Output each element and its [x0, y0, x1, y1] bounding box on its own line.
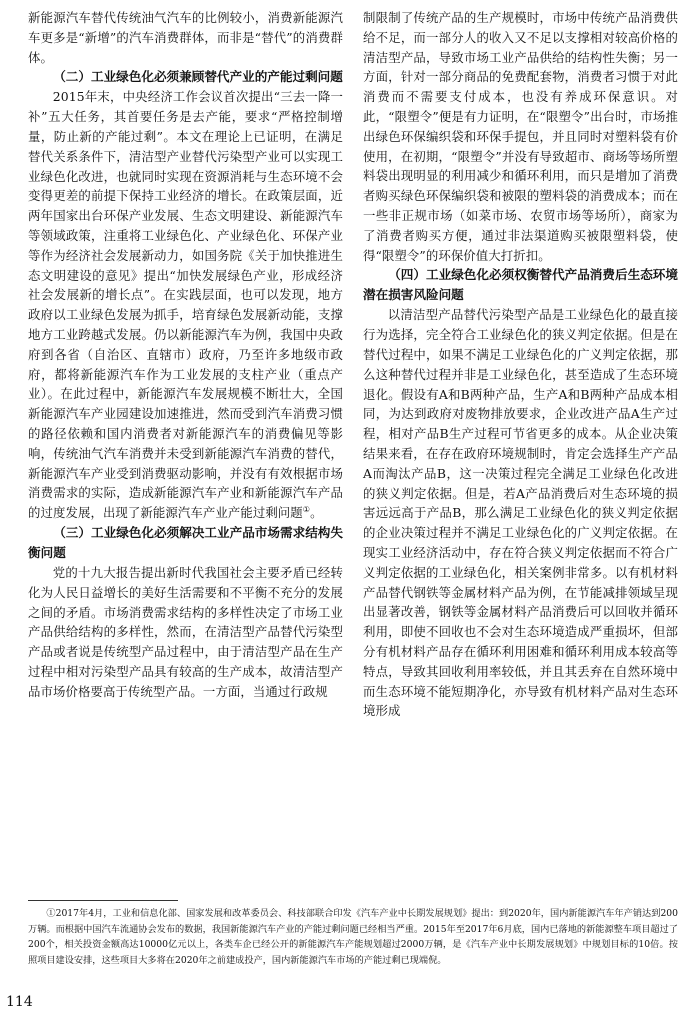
paragraph-intro: 新能源汽车替代传统油气汽车的比例较小，消费新能源汽车更多是“新增”的汽车消费群体，而非是“替代”的消费群体。	[28, 10, 343, 65]
section-heading-3: （三）工业绿色化必须解决工业产品市场需求结构失衡问题	[28, 524, 343, 560]
footnote-reference[interactable]: ①	[302, 505, 311, 514]
page-number: 114	[6, 994, 33, 1010]
paragraph-capacity-text: 2015年末，中央经济工作会议首次提出“三去一降一补”五大任务，其首要任务是去产能，要求“严格控制增量，防止新的产能过剩”。本文在理论上已证明，在满足替代关系条件下，清洁型产业替代污染型产业可以实现工业绿色化改进，也就同时实现在资源消耗与生态环境不会变得更差的前提下保持工业经济的增长。在政策层面，近两年国家出台环保产业发展、生态文明建设、新能源汽车等领域政策，注重将工业绿色化、产业绿色化、环保产业等作为经济社会发展新动力，如国务院《关于加快推进生态文明建设的意见》提出“加快发展绿色产业，形成经济社会发展新的增长点”。在实践层面，也可以发现，地方政府以工业绿色发展为抓手，培育绿色发展新动能，支撑地方工业跨越式发展。仍以新能源汽车为例，我国中央政府到各省（自治区、直辖市）政府，乃至许多地级市政府，都将新能源汽车作为工业发展的支柱产业（重点产业）。在此过程中，新能源汽车发展规模不断壮大，全国新能源汽车产业园建设加速推进，然而受到汽车消费习惯的路径依赖和国内消费者对新能源汽车的消费偏见等影响，传统油气汽车消费并未受到新能源汽车消费的替代，新能源汽车产业受到消费驱动影响，并没有有效根据市场消费需求的实际，造成新能源汽车产业和新能源汽车产品的过度发展，出现了新能源汽车产业产能过剩问题	[28, 89, 343, 521]
paragraph-continued: 制限制了传统产品的生产规模时，市场中传统产品消费供给不足，而一部分人的收入又不足以支撑相对较高价格的清洁型产品，导致市场工业产品供给的结构性失衡；另一方面，针对一部分商品的免费配套物，消费者习惯于对此消费而不需要支付成本，也没有养成环保意识。对此，“限塑令”便是有力证明，在“限塑令”出台时，市场推出绿色环保编织袋和环保手提包，并且同时对塑料袋有价使用，在初期，“限塑令”并没有导致超市、商场等场所塑料袋出现明显的利用减少和循环利用，而只是增加了消费者购买绿色环保编织袋和被限的塑料袋的消费成本；而在一些非正规市场（如菜市场、农贸市场等场所），商家为了消费者购买方便，通过非法渠道购买被限塑料袋，使得“限塑令”的环保价值大打折扣。	[363, 10, 678, 263]
left-column	[28, 8, 343, 702]
footnote-divider	[28, 900, 178, 901]
paragraph-demand-structure: 党的十九大报告提出新时代我国社会主要矛盾已经转化为人民日益增长的美好生活需要和不平衡不充分的发展之间的矛盾。市场消费需求结构的多样性决定了市场工业产品供给结构的多样性，然而，在清洁型产品替代污染型产品或者说是传统型产品过程中，由于清洁型产品在生产过程中相对污染型产品具有较高的生产成本，故清洁型产品市场价格要高于传统型产品。一方面，当通过行政规	[28, 564, 343, 699]
section-heading-4: （四）工业绿色化必须权衡替代产品消费后生态环境潜在损害风险问题	[363, 267, 678, 303]
section-heading-2: （二）工业绿色化必须兼顾替代产业的产能过剩问题	[53, 69, 343, 85]
right-column	[363, 8, 678, 721]
paragraph-capacity-end: 。	[310, 505, 323, 521]
paragraph-risk: 以清洁型产品替代污染型产品是工业绿色化的最直接行为选择，完全符合工业绿色化的狭义判定依据。但是在替代过程中，如果不满足工业绿色化的广义判定依据，那么这种替代过程并非是工业绿色化，甚至造成了生态环境退化。假设有A和B两种产品，生产A和B两种产品成本相同，为达到政府对废物排放要求，企业改进产品A生产过程，相对产品B生产过程可节省更多的成本。从企业决策结果来看，在存在政府环境规制时，肯定会选择生产产品A而淘汰产品B，这一决策过程完全满足工业绿色化改进的狭义判定依据。但是，若A产品消费后对生态环境的损害远远高于产品B，那么满足工业绿色化的狭义判定依据的企业决策过程并不满足工业绿色化的广义判定依据。在现实工业经济活动中，存在符合狭义判定依据而不符合广义判定依据的工业绿色化，相关案例非常多。以有机材料产品替代钢铁等金属材料产品为例，在节能减排领域呈现出显著改善，钢铁等金属材料产品消费后可以回收并循环利用，即使不回收也不会对生态环境造成严重损坏，但部分有机材料产品存在循环利用困难和循环利用成本较高等特点，导致其回收利用率较低，并且其丢弃在自然环境中而生态环境不能短期净化，亦导致有机材料产品对生态环境形成	[363, 307, 678, 719]
paragraph-capacity	[28, 87, 343, 523]
footnote: ①2017年4月，工业和信息化部、国家发展和改革委员会、科技部联合印发《汽车产业中长期发展规划》提出：到2020年，国内新能源汽车年产销达到200万辆。而根据中国汽车流通协会发布的数据，我国新能源汽车产业的产能过剩问题已经相当严重。2015年至2017年6月底，国内已落地的新能源整车项目超过了200个，相关投资金额高达10000亿元以上，各类车企已经公开的新能源汽车产能规划超过2000万辆，是《汽车产业中长期发展规划》中规划目标的10倍。按照项目建设安排，这些项目大多将在2020年之前建成投产，国内新能源汽车市场的产能过剩已现端倪。	[28, 908, 678, 966]
